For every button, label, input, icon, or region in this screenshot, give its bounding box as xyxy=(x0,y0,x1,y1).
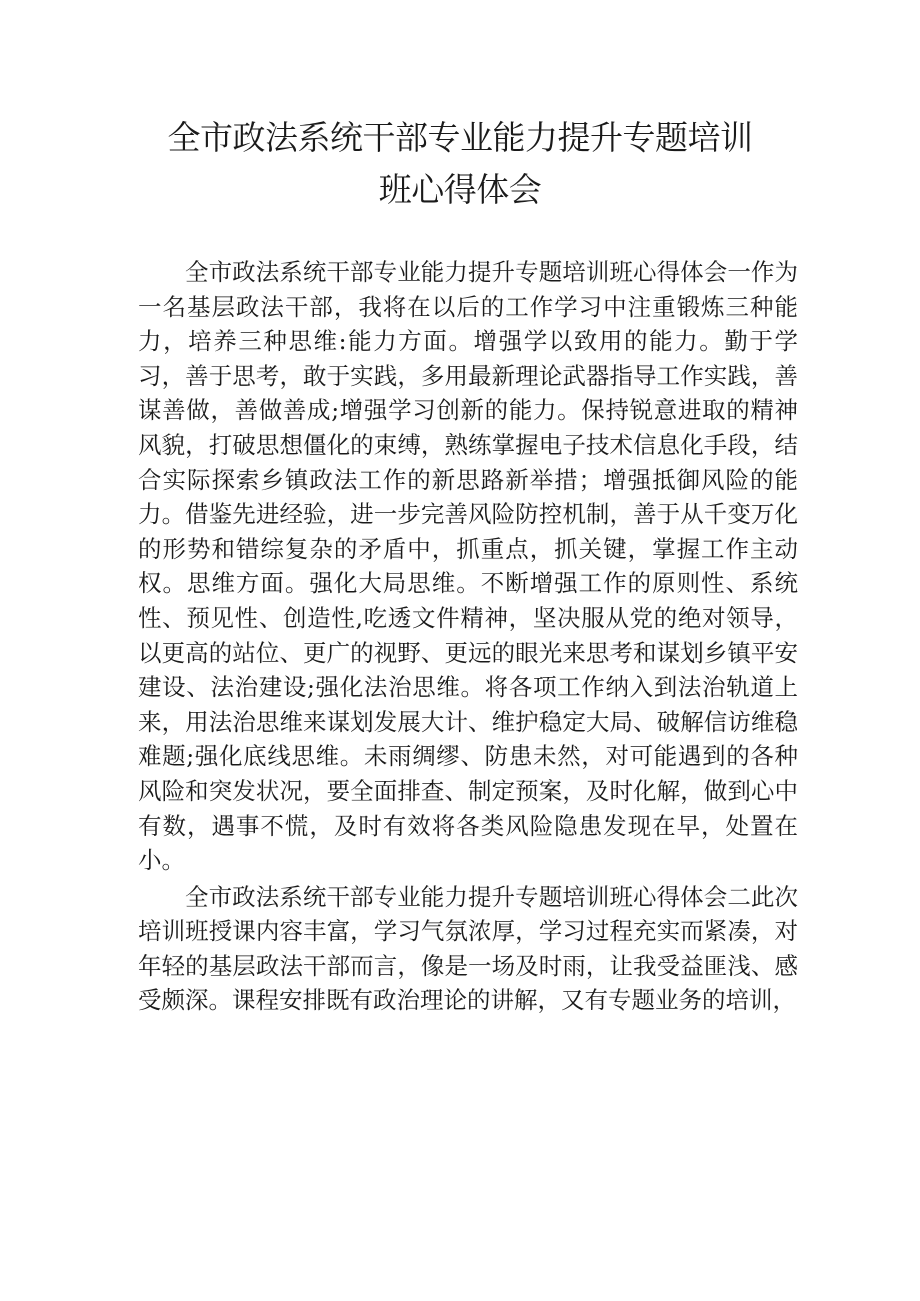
title-line-1: 全市政法系统干部专业能力提升专题培训 xyxy=(167,118,753,157)
document-title xyxy=(0,112,920,216)
paragraph-1: 全市政法系统干部专业能力提升专题培训班心得体会一作为一名基层政法干部，我将在以后的工作学习中注重锻炼三种能力，培养三种思维:能力方面。增强学以致用的能力。勤于学习，善于思考，敢于实践，多用最新理论武器指导工作实践，善谋善做，善做善成;增强学习创新的能力。保持锐意进取的精神风貌，打破思想僵化的束缚，熟练掌握电子技术信息化手段，结合实际探索乡镇政法工作的新思路新举措；增强抵御风险的能力。借鉴先进经验，进一步完善风险防控机制，善于从千变万化的形势和错综复杂的矛盾中，抓重点，抓关键，掌握工作主动权。思维方面。强化大局思维。不断增强工作的原则性、系统性、预见性、创造性,吃透文件精神，坚决服从党的绝对领导，以更高的站位、更广的视野、更远的眼光来思考和谋划乡镇平安建设、法治建设;强化法治思维。将各项工作纳入到法治轨道上来，用法治思维来谋划发展大计、维护稳定大局、破解信访维稳难题;强化底线思维。未雨绸缪、防患未然，对可能遇到的各种风险和突发状况，要全面排查、制定预案，及时化解，做到心中有数，遇事不慌，及时有效将各类风险隐患发现在早，处置在小。 xyxy=(138,258,798,875)
document-body xyxy=(138,255,798,1020)
title-line-2: 班心得体会 xyxy=(378,170,542,209)
paragraph-2: 全市政法系统干部专业能力提升专题培训班心得体会二此次培训班授课内容丰富，学习气氛浓厚，学习过程充实而紧凑，对年轻的基层政法干部而言，像是一场及时雨，让我受益匪浅、感受颇深。课程安排既有政治理论的讲解，又有专题业务的培训， xyxy=(138,882,798,1015)
